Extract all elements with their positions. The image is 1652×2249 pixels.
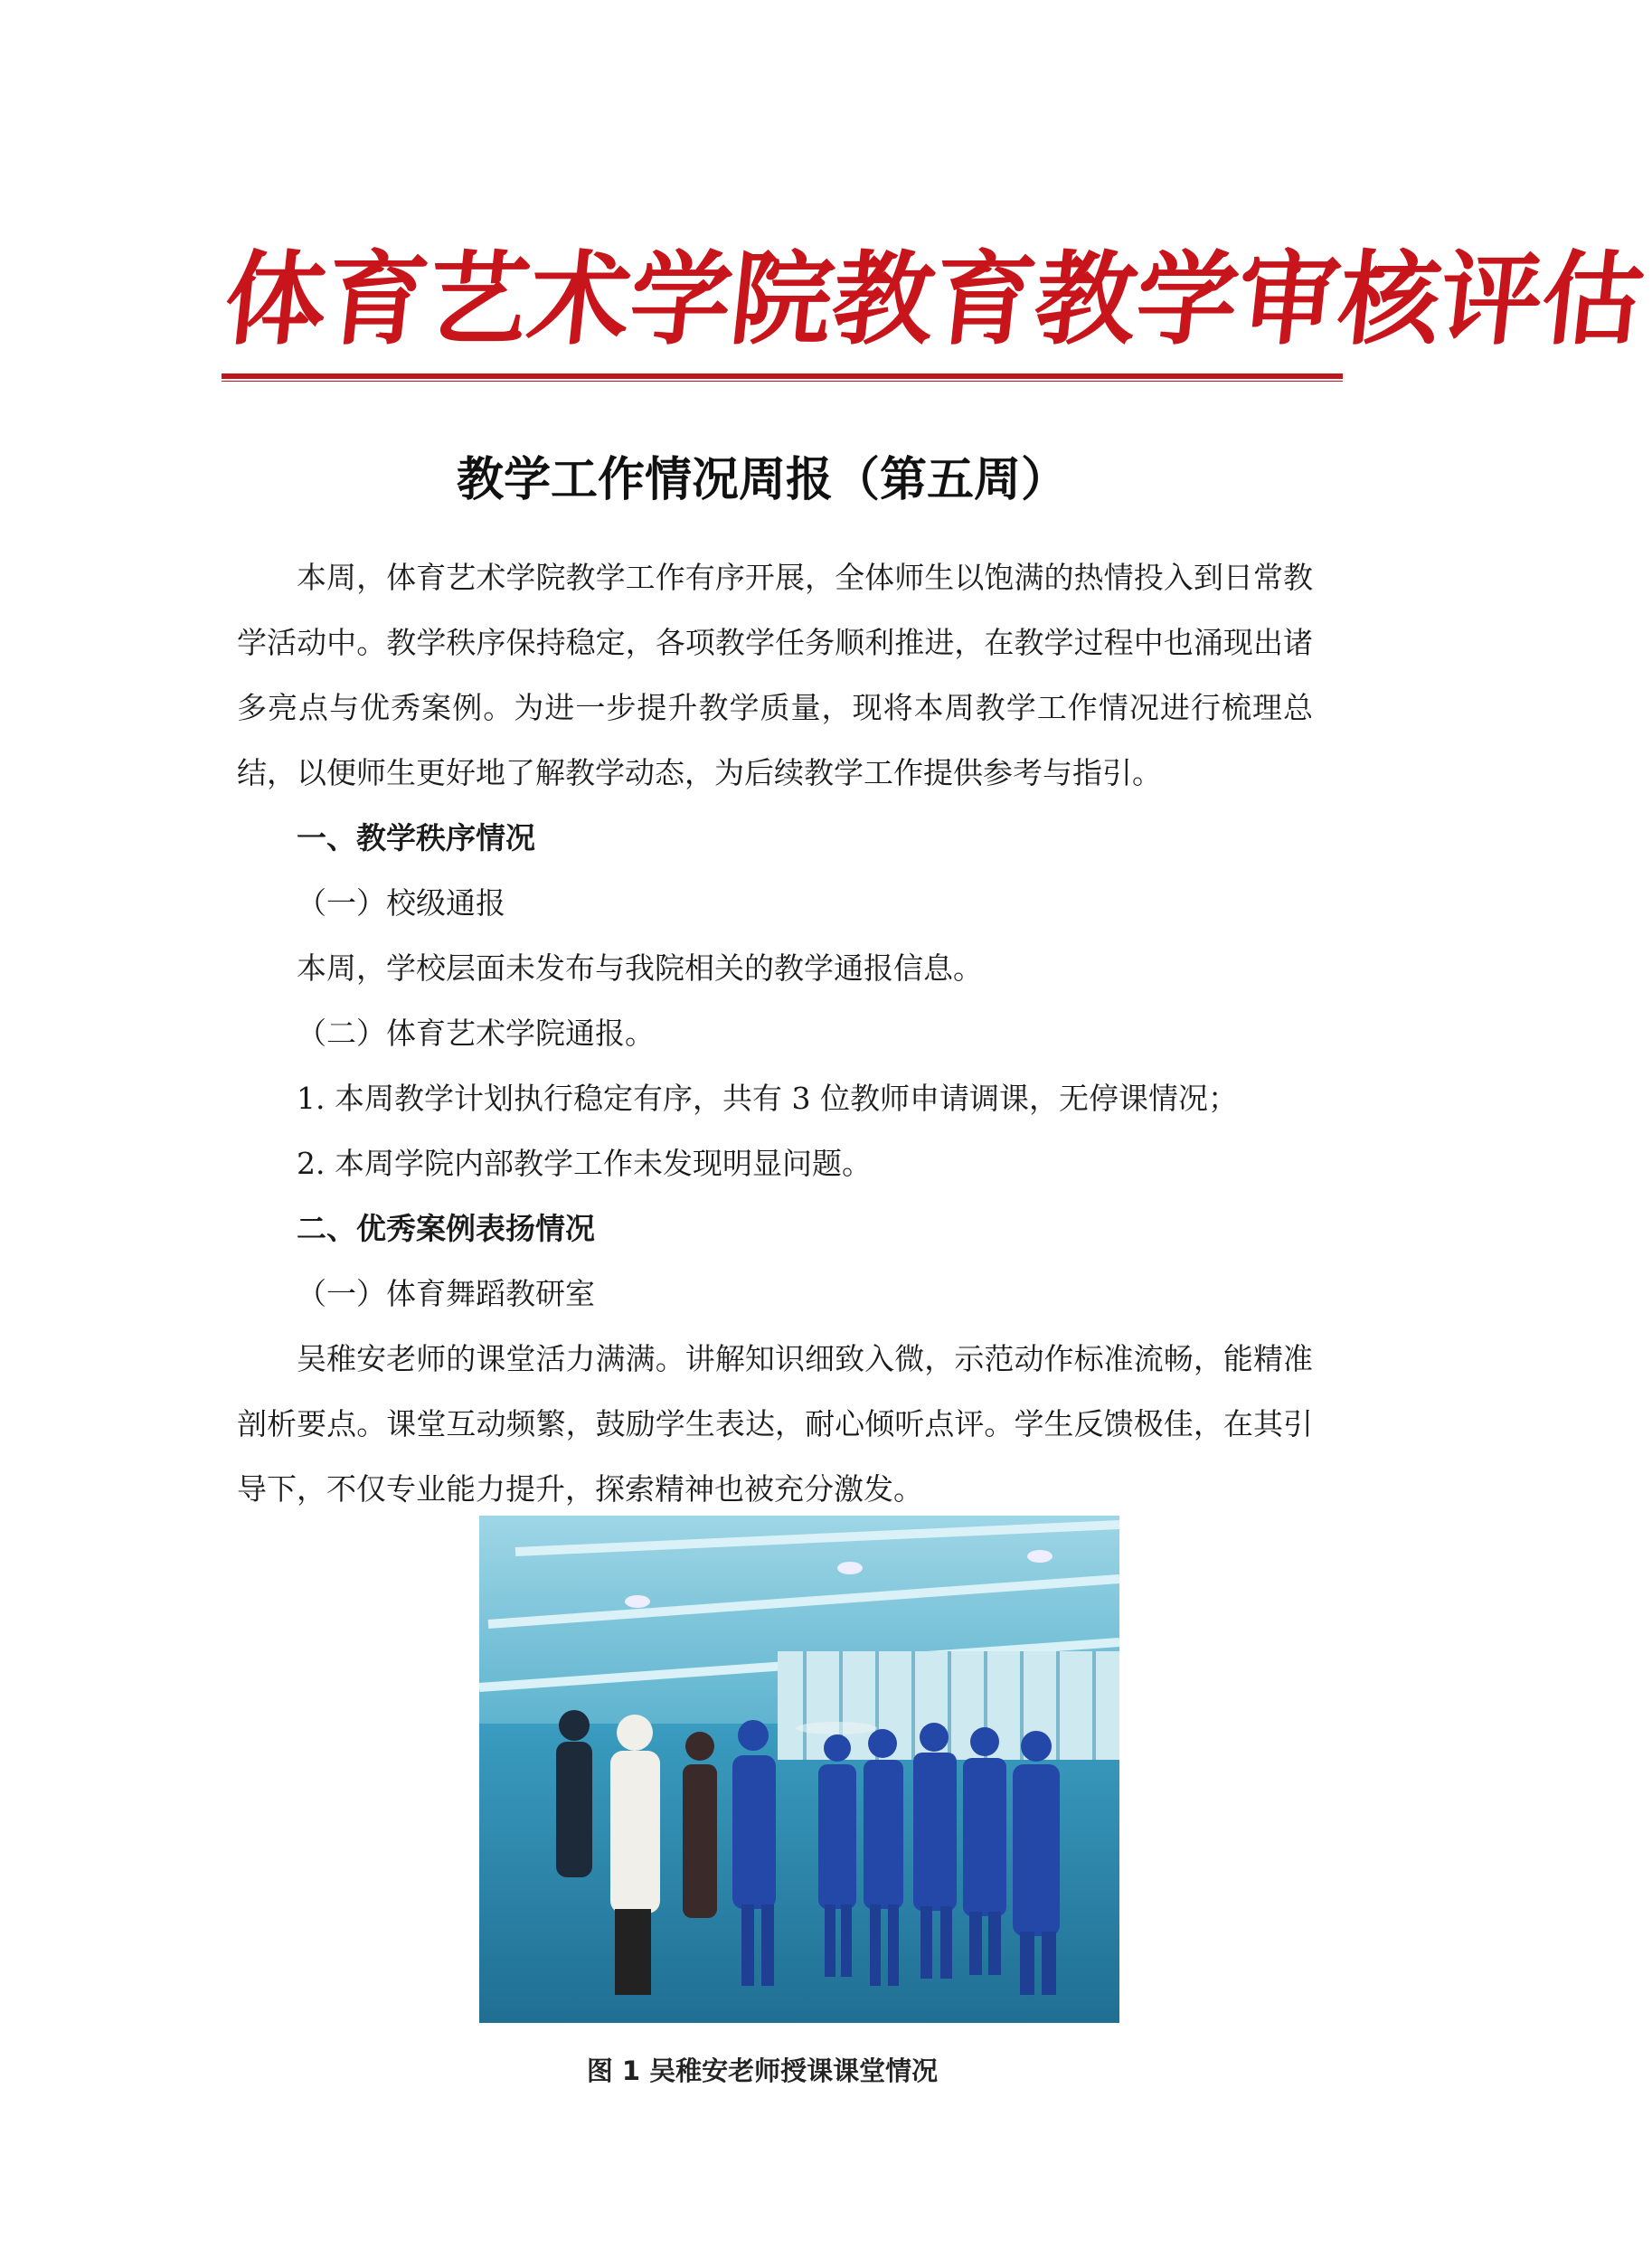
masthead-char: 估 bbox=[1535, 241, 1649, 359]
masthead-char: 学 bbox=[624, 241, 738, 359]
masthead-char: 教 bbox=[826, 241, 940, 359]
masthead-char: 评 bbox=[1434, 241, 1548, 359]
document-title: 教学工作情况周报（第五周） bbox=[456, 453, 1068, 507]
masthead-char: 艺 bbox=[421, 241, 535, 359]
document-body bbox=[237, 545, 1313, 1522]
section-heading: 二、优秀案例表扬情况 bbox=[297, 1211, 595, 1246]
masthead-divider-thin bbox=[222, 381, 1343, 382]
subsection-heading: （一）体育舞蹈教研室 bbox=[297, 1276, 595, 1311]
list-item: 2. 本周学院内部教学工作未发现明显问题。 bbox=[297, 1146, 872, 1181]
intro-paragraph: 本周，体育艺术学院教学工作有序开展，全体师生以饱满的热情投入到日常教学活动中。教学秩序保持稳定，各项教学任务顺利推进，在教学过程中也涌现出诸多亮点与优秀案例。为进一步提升教学质量，现将本周教学工作情况进行梳理总结，以便师生更好地了解教学动态，为后续教学工作提供参考与指引。 bbox=[237, 560, 1313, 790]
masthead-char: 育 bbox=[320, 241, 434, 359]
body-paragraph: 吴稚安老师的课堂活力满满。讲解知识细致入微，示范动作标准流畅，能精准剖析要点。课堂互动频繁，鼓励学生表达，耐心倾听点评。学生反馈极佳，在其引导下，不仅专业能力提升，探索精神也被充分激发。 bbox=[237, 1341, 1313, 1507]
masthead-char: 院 bbox=[725, 241, 839, 359]
classroom-photo bbox=[479, 1516, 1119, 2023]
masthead-title bbox=[218, 210, 1649, 373]
figure-caption: 图 1 吴稚安老师授课课堂情况 bbox=[586, 2055, 939, 2086]
body-paragraph: 本周，学校层面未发布与我院相关的教学通报信息。 bbox=[297, 950, 983, 986]
masthead-char: 教 bbox=[1029, 241, 1143, 359]
masthead-char: 育 bbox=[928, 241, 1042, 359]
masthead-char: 学 bbox=[1130, 241, 1244, 359]
subsection-heading: （二）体育艺术学院通报。 bbox=[297, 1016, 655, 1051]
subsection-heading: （一）校级通报 bbox=[297, 885, 505, 921]
section-heading: 一、教学秩序情况 bbox=[297, 820, 535, 855]
masthead-char: 术 bbox=[523, 241, 637, 359]
masthead-char: 体 bbox=[219, 241, 333, 359]
masthead-char: 核 bbox=[1333, 241, 1447, 359]
list-item: 1. 本周教学计划执行稳定有序，共有 3 位教师申请调课，无停课情况； bbox=[297, 1081, 1238, 1116]
masthead-divider bbox=[222, 373, 1343, 379]
masthead-char: 审 bbox=[1232, 241, 1345, 359]
